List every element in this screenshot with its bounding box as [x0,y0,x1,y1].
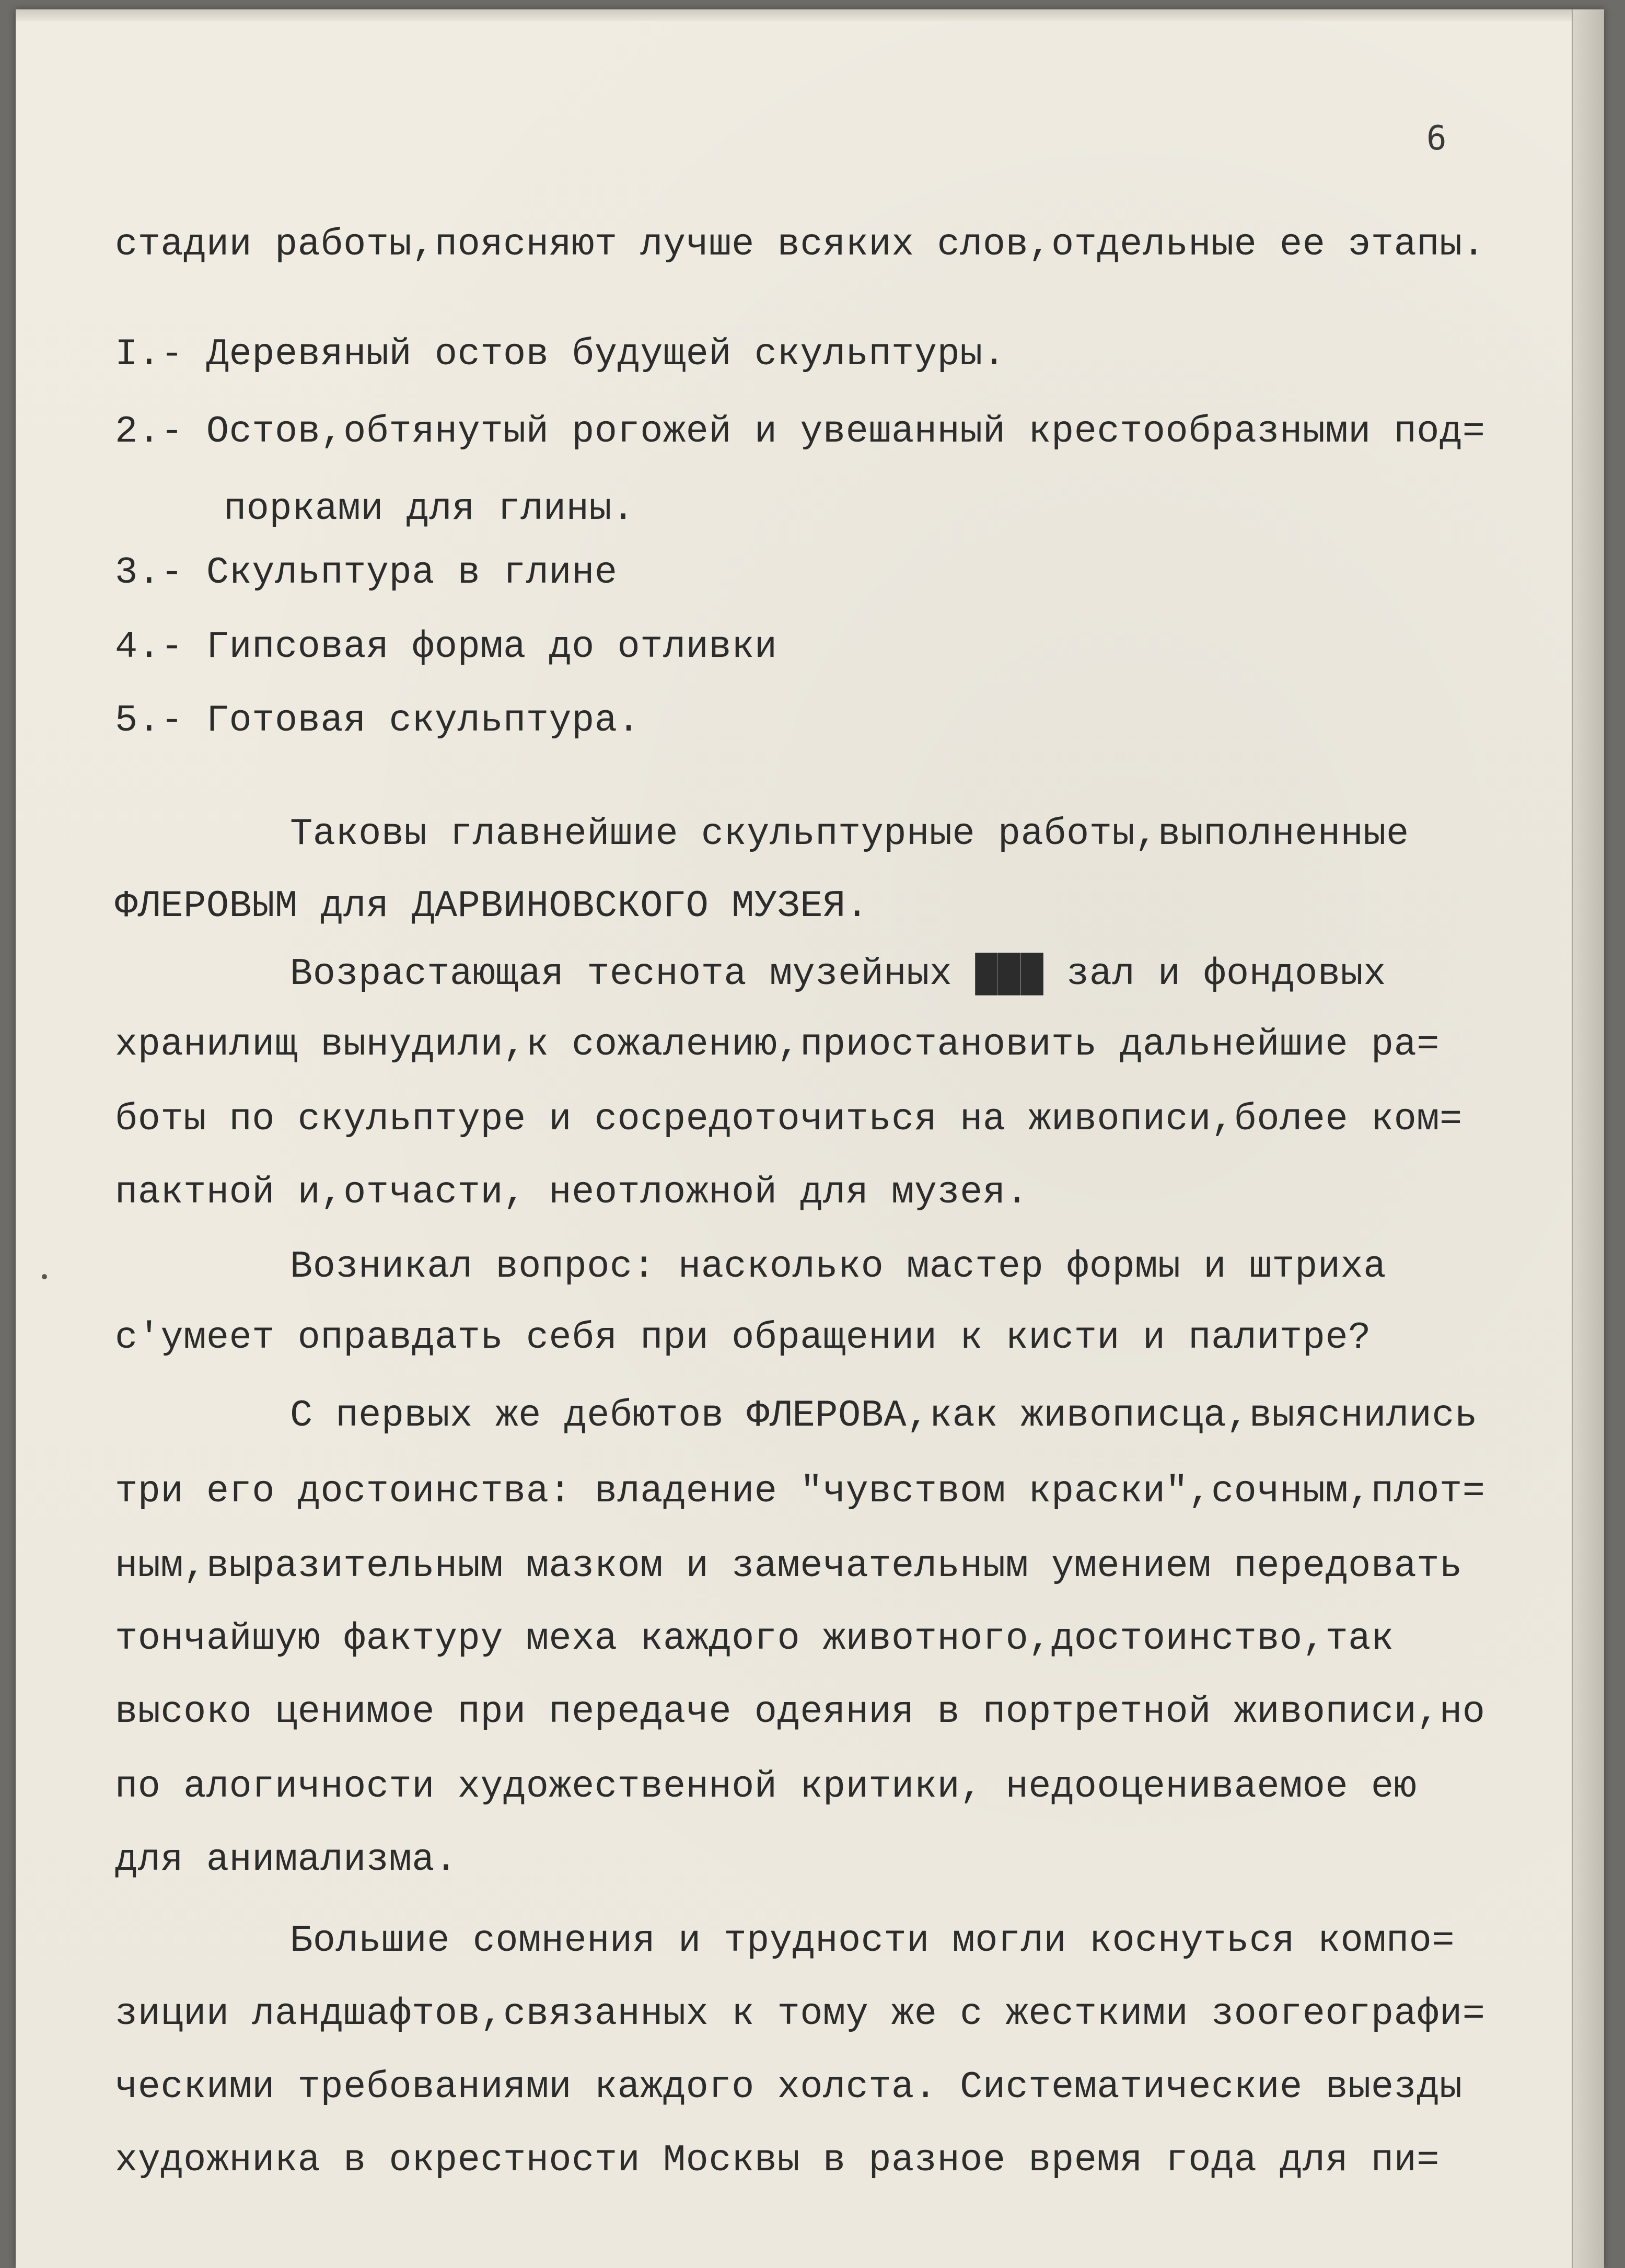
text-line: стадии работы,поясняют лучше всяких слов,отдельные ее этапы. [115,223,1485,266]
paragraph-start: С первых же дебютов ФЛЕРОВА,как живописца,выяснились [290,1394,1478,1437]
list-item: 3.- Скульптура в глине [115,551,618,594]
paragraph-start: Возрастающая теснота музейных ███ зал и фондовых [290,953,1386,996]
text-line: зиции ландшафтов,связанных к тому же с жесткими зоогеографи= [115,1993,1485,2035]
list-item: 5.- Готовая скульптура. [115,699,641,742]
text-line: пактной и,отчасти, неотложной для музея. [115,1171,1029,1214]
list-item: I.- Деревяный остов будущей скульптуры. [115,333,1006,376]
text-line: по алогичности художественной критики, недооцениваемое ею [115,1765,1417,1808]
text-line: порками для глины. [224,488,635,530]
text-line: три его достоинства: владение "чувством краски",сочным,плот= [115,1470,1485,1513]
text-line: хранилищ вынудили,к сожалению,приостановить дальнейшие ра= [115,1023,1440,1066]
paragraph-start: Большие сомнения и трудности могли коснуться компо= [290,1919,1455,1962]
text-line: ческими требованиями каждого холста. Систематические выезды [115,2066,1462,2109]
paragraph-start: Возникал вопрос: насколько мастер формы и штриха [290,1245,1386,1288]
paragraph-start: Таковы главнейшие скульптурные работы,выполненные [290,813,1409,855]
text-line: боты по скульптуре и сосредоточиться на живописи,более ком= [115,1098,1462,1141]
text-line: тончайшую фактуру меха каждого животного,достоинство,так [115,1617,1394,1660]
text-line: с'умеет оправдать себя при обращении к кисти и палитре? [115,1316,1371,1359]
text-line: для анимализма. [115,1838,458,1881]
text-line: художника в окрестности Москвы в разное время года для пи= [115,2139,1440,2182]
text-line: ным,выразительным мазком и замечательным умением передовать [115,1545,1462,1588]
list-item: 4.- Гипсовая форма до отливки [115,626,777,668]
list-item: 2.- Остов,обтянутый рогожей и увешанный крестообразными под= [115,410,1485,453]
typewritten-page [16,9,1604,2268]
typed-text-body [16,9,1604,2268]
page-number: 6 [1426,119,1447,158]
text-line: ФЛЕРОВЫМ для ДАРВИНОВСКОГО МУЗЕЯ. [115,885,869,928]
text-line: высоко ценимое при передаче одеяния в портретной живописи,но [115,1691,1485,1733]
